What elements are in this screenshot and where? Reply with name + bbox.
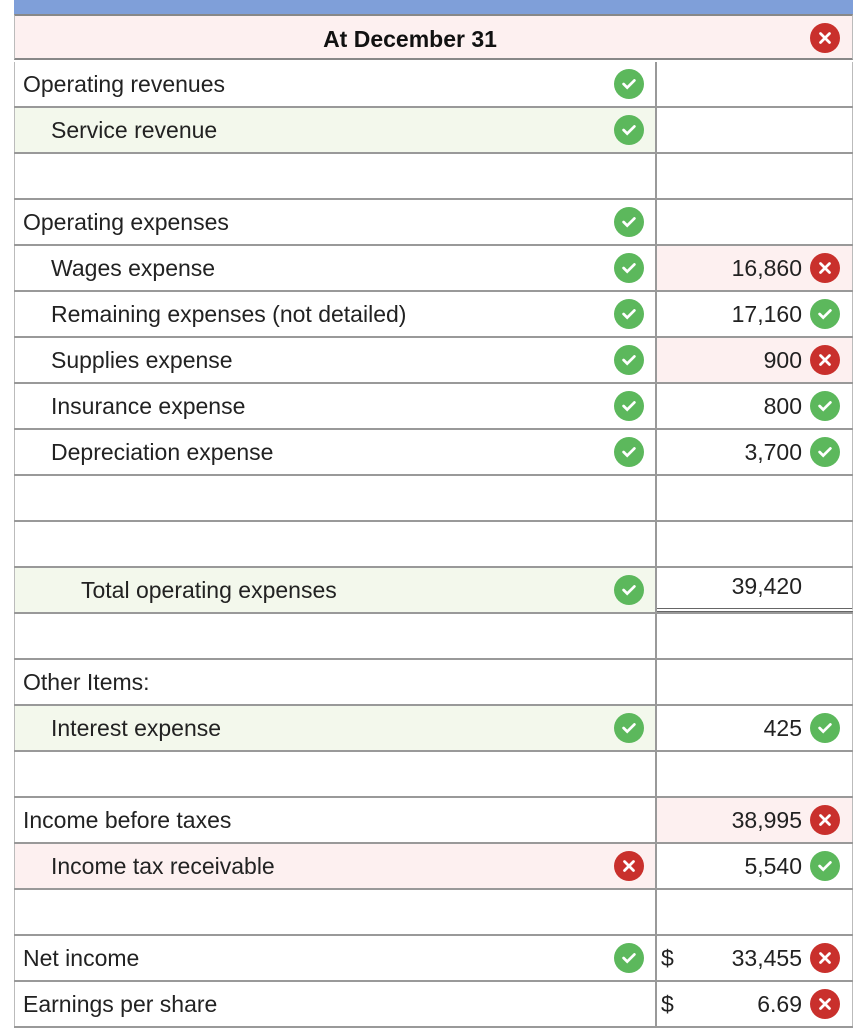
row-value[interactable] [657, 936, 853, 980]
row-label[interactable]: Depreciation expense [14, 430, 657, 474]
correct-icon [614, 437, 644, 467]
row-label[interactable]: Remaining expenses (not detailed) [14, 292, 657, 336]
row-supplies-expense [14, 338, 853, 384]
row-value[interactable] [657, 844, 853, 888]
amount: 6.69 [757, 991, 802, 1017]
row-value[interactable] [657, 522, 853, 566]
row-value[interactable] [657, 706, 853, 750]
row-label[interactable]: Supplies expense [14, 338, 657, 382]
row-value[interactable] [657, 108, 853, 152]
row-label[interactable]: Wages expense [14, 246, 657, 290]
row-blank [14, 752, 853, 798]
row-service-revenue [14, 108, 853, 154]
row-label[interactable]: Net income [14, 936, 657, 980]
row-value[interactable] [657, 154, 853, 198]
correct-icon [614, 299, 644, 329]
row-value[interactable] [657, 246, 853, 290]
row-value[interactable] [657, 752, 853, 796]
row-label[interactable] [14, 890, 657, 934]
row-blank [14, 614, 853, 660]
row-value[interactable] [657, 568, 853, 612]
row-wages-expense [14, 246, 853, 292]
row-value[interactable] [657, 292, 853, 336]
correct-icon [810, 851, 840, 881]
row-value[interactable] [657, 982, 853, 1026]
correct-icon [614, 713, 644, 743]
incorrect-icon [614, 851, 644, 881]
row-label[interactable]: Other Items: [14, 660, 657, 704]
row-income-tax-receivable [14, 844, 853, 890]
statement-date: At December 31 [323, 26, 497, 52]
row-total-operating-expenses [14, 568, 853, 614]
row-label[interactable]: Income before taxes [14, 798, 657, 842]
row-value[interactable] [657, 62, 853, 106]
row-label[interactable]: Service revenue [14, 108, 657, 152]
row-income-before-taxes [14, 798, 853, 844]
row-label[interactable] [14, 476, 657, 520]
row-depreciation-expense [14, 430, 853, 476]
incorrect-icon [810, 943, 840, 973]
row-operating-revenues [14, 62, 853, 108]
row-blank [14, 522, 853, 568]
row-value[interactable] [657, 338, 853, 382]
correct-icon [810, 713, 840, 743]
row-label[interactable] [14, 752, 657, 796]
incorrect-icon [810, 253, 840, 283]
amount: 900 [763, 347, 802, 373]
correct-icon [810, 391, 840, 421]
row-insurance-expense [14, 384, 853, 430]
row-blank [14, 890, 853, 936]
row-net-income [14, 936, 853, 982]
row-value[interactable] [657, 614, 853, 658]
amount: 17,160 [731, 301, 802, 327]
row-blank [14, 476, 853, 522]
row-value[interactable] [657, 200, 853, 244]
row-label[interactable]: Interest expense [14, 706, 657, 750]
amount: 5,540 [744, 853, 802, 879]
correct-icon [810, 299, 840, 329]
row-label[interactable]: Operating revenues [14, 62, 657, 106]
row-label[interactable]: Insurance expense [14, 384, 657, 428]
row-label[interactable]: Income tax receivable [14, 844, 657, 888]
incorrect-icon [810, 805, 840, 835]
statement-date-header [14, 14, 853, 60]
row-value[interactable] [657, 430, 853, 474]
row-remaining-expenses [14, 292, 853, 338]
correct-icon [810, 437, 840, 467]
correct-icon [614, 207, 644, 237]
incorrect-icon [810, 989, 840, 1019]
row-interest-expense [14, 706, 853, 752]
amount: 16,860 [731, 255, 802, 281]
amount: 3,700 [744, 439, 802, 465]
amount: 38,995 [731, 807, 802, 833]
amount: 800 [763, 393, 802, 419]
incorrect-icon [810, 345, 840, 375]
row-blank [14, 154, 853, 200]
incorrect-icon [810, 23, 840, 53]
statement-header-bar [14, 0, 853, 14]
row-label[interactable]: Total operating expenses [14, 568, 657, 612]
correct-icon [614, 345, 644, 375]
row-label[interactable] [14, 154, 657, 198]
row-value[interactable] [657, 890, 853, 934]
row-value[interactable] [657, 798, 853, 842]
dollar-sign: $ [661, 945, 674, 971]
row-value[interactable] [657, 660, 853, 704]
row-operating-expenses [14, 200, 853, 246]
correct-icon [614, 69, 644, 99]
row-label[interactable]: Operating expenses [14, 200, 657, 244]
row-earnings-per-share [14, 982, 853, 1028]
correct-icon [614, 943, 644, 973]
row-value[interactable] [657, 384, 853, 428]
correct-icon [614, 115, 644, 145]
correct-icon [614, 253, 644, 283]
row-label[interactable] [14, 522, 657, 566]
amount: 425 [763, 715, 802, 741]
row-value[interactable] [657, 476, 853, 520]
row-label[interactable]: Earnings per share [14, 982, 657, 1026]
correct-icon [614, 575, 644, 605]
amount: 39,420 [731, 573, 802, 599]
amount: 33,455 [731, 945, 802, 971]
row-label[interactable] [14, 614, 657, 658]
dollar-sign: $ [661, 991, 674, 1017]
row-other-items [14, 660, 853, 706]
correct-icon [614, 391, 644, 421]
